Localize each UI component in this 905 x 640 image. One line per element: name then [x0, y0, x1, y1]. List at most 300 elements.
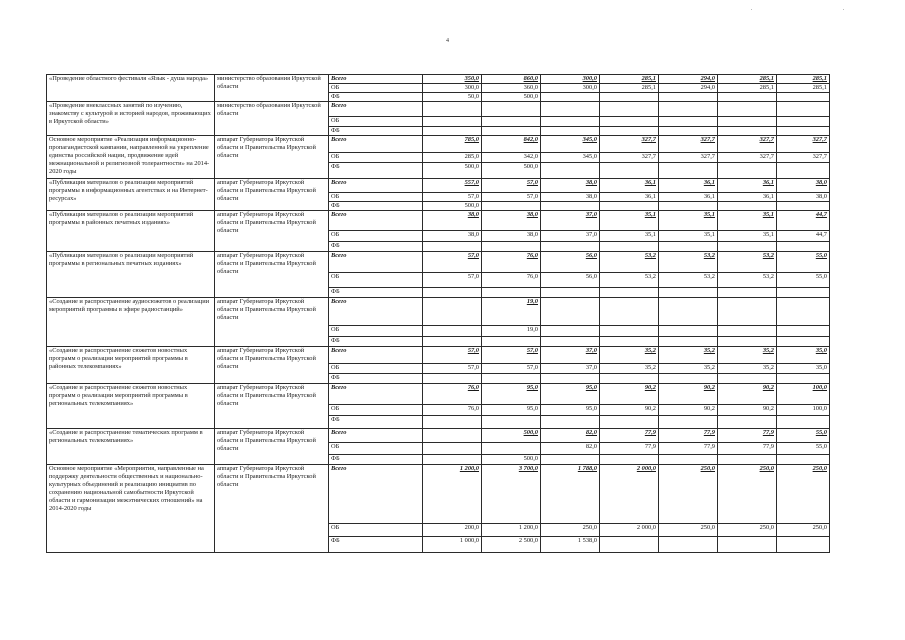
amount-cell: 55,0	[777, 443, 830, 455]
amount-cell: 38,0	[482, 231, 541, 242]
amount-cell: 53,2	[718, 252, 777, 273]
amount-cell	[659, 202, 718, 211]
amount-cell	[777, 326, 830, 337]
amount-cell	[777, 288, 830, 298]
amount-cell: 36,1	[718, 179, 777, 193]
amount-cell	[659, 102, 718, 117]
funding-source-cell: Всего	[329, 179, 423, 193]
funding-source-cell: ФБ	[329, 537, 423, 553]
amount-cell: 35,2	[718, 364, 777, 374]
amount-cell: 500,0	[482, 163, 541, 179]
amount-cell: 90,2	[718, 384, 777, 405]
amount-cell	[718, 374, 777, 384]
activity-description: «Создание и распространение сюжетов новостных программ о реализации мероприятий программы в региональных телекомпаниях»	[47, 384, 215, 429]
amount-cell: 56,0	[541, 273, 600, 288]
amount-cell	[777, 537, 830, 553]
amount-cell: 38,0	[541, 179, 600, 193]
funding-source-cell: Всего	[329, 384, 423, 405]
amount-cell	[659, 288, 718, 298]
scan-speck	[843, 9, 844, 10]
table-row	[47, 102, 830, 117]
amount-cell: 90,2	[659, 384, 718, 405]
amount-cell: 37,0	[541, 231, 600, 242]
funding-source-cell: Всего	[329, 429, 423, 443]
amount-cell: 250,0	[659, 465, 718, 524]
amount-cell: 500,0	[482, 429, 541, 443]
amount-cell: 285,0	[423, 153, 482, 163]
amount-cell	[541, 288, 600, 298]
amount-cell: 57,0	[423, 347, 482, 364]
amount-cell: 345,0	[541, 153, 600, 163]
funding-source-cell: ОБ	[329, 326, 423, 337]
activity-description: «Публикация материалов о реализации мероприятий программы в региональных печатных изданиях»	[47, 252, 215, 298]
amount-cell: 38,0	[777, 193, 830, 202]
amount-cell: 57,0	[423, 252, 482, 273]
amount-cell	[777, 117, 830, 127]
amount-cell: 57,0	[482, 193, 541, 202]
amount-cell: 35,2	[659, 347, 718, 364]
amount-cell: 53,2	[600, 273, 659, 288]
amount-cell	[600, 93, 659, 102]
amount-cell	[482, 242, 541, 252]
amount-cell	[423, 117, 482, 127]
amount-cell	[423, 298, 482, 326]
amount-cell: 77,9	[600, 443, 659, 455]
amount-cell: 500,0	[482, 93, 541, 102]
amount-cell: 38,0	[423, 231, 482, 242]
amount-cell	[659, 163, 718, 179]
amount-cell	[541, 298, 600, 326]
amount-cell: 55,0	[777, 252, 830, 273]
funding-source-cell: ФБ	[329, 202, 423, 211]
amount-cell: 785,0	[423, 136, 482, 153]
amount-cell: 1 788,0	[541, 465, 600, 524]
amount-cell: 57,0	[482, 364, 541, 374]
executor-cell: аппарат Губернатора Иркутской области и Правительства Иркутской области	[215, 465, 329, 553]
amount-cell: 285,1	[777, 75, 830, 84]
amount-cell: 100,0	[777, 405, 830, 416]
amount-cell	[777, 242, 830, 252]
amount-cell	[600, 242, 659, 252]
amount-cell: 360,0	[482, 84, 541, 93]
amount-cell: 77,9	[718, 443, 777, 455]
funding-source-cell: Всего	[329, 211, 423, 231]
amount-cell	[482, 337, 541, 347]
amount-cell: 36,1	[600, 193, 659, 202]
amount-cell	[600, 163, 659, 179]
funding-source-cell: ФБ	[329, 127, 423, 136]
amount-cell: 500,0	[482, 455, 541, 465]
funding-source-cell: ФБ	[329, 242, 423, 252]
amount-cell: 250,0	[718, 524, 777, 537]
amount-cell: 250,0	[777, 465, 830, 524]
funding-source-cell: ОБ	[329, 524, 423, 537]
amount-cell	[423, 455, 482, 465]
amount-cell	[718, 337, 777, 347]
amount-cell: 36,1	[659, 179, 718, 193]
amount-cell	[600, 127, 659, 136]
executor-cell: аппарат Губернатора Иркутской области и Правительства Иркутской области	[215, 252, 329, 298]
funding-source-cell: ОБ	[329, 405, 423, 416]
amount-cell: 327,7	[718, 136, 777, 153]
amount-cell	[541, 455, 600, 465]
amount-cell: 300,0	[541, 84, 600, 93]
funding-source-cell: ФБ	[329, 455, 423, 465]
amount-cell: 285,1	[718, 75, 777, 84]
amount-cell: 35,2	[600, 347, 659, 364]
amount-cell	[718, 117, 777, 127]
amount-cell	[423, 102, 482, 117]
amount-cell	[718, 202, 777, 211]
funding-source-cell: Всего	[329, 252, 423, 273]
amount-cell: 250,0	[541, 524, 600, 537]
amount-cell	[423, 127, 482, 136]
executor-cell: аппарат Губернатора Иркутской области и Правительства Иркутской области	[215, 211, 329, 252]
amount-cell	[718, 537, 777, 553]
amount-cell: 76,0	[482, 273, 541, 288]
amount-cell	[482, 127, 541, 136]
amount-cell: 1 200,0	[482, 524, 541, 537]
amount-cell	[423, 443, 482, 455]
executor-cell: аппарат Губернатора Иркутской области и Правительства Иркутской области	[215, 136, 329, 179]
amount-cell: 44,7	[777, 211, 830, 231]
amount-cell	[718, 102, 777, 117]
amount-cell	[718, 288, 777, 298]
funding-source-cell: ОБ	[329, 117, 423, 127]
activity-description: «Создание и распространение сюжетов новостных программ о реализации мероприятий программы в районных телекомпаниях»	[47, 347, 215, 384]
executor-cell: министерство образования Иркутской области	[215, 102, 329, 136]
amount-cell	[777, 102, 830, 117]
amount-cell	[718, 242, 777, 252]
executor-cell: аппарат Губернатора Иркутской области и Правительства Иркутской области	[215, 347, 329, 384]
amount-cell	[600, 455, 659, 465]
funding-source-cell: Всего	[329, 347, 423, 364]
amount-cell: 327,7	[777, 136, 830, 153]
executor-cell: министерство образования Иркутской области	[215, 75, 329, 102]
amount-cell	[423, 288, 482, 298]
amount-cell	[777, 163, 830, 179]
amount-cell: 1 000,0	[423, 537, 482, 553]
amount-cell	[423, 326, 482, 337]
amount-cell	[777, 455, 830, 465]
amount-cell: 57,0	[482, 179, 541, 193]
amount-cell: 90,2	[600, 384, 659, 405]
amount-cell	[659, 326, 718, 337]
table-row	[47, 384, 830, 405]
amount-cell: 35,0	[777, 364, 830, 374]
amount-cell	[600, 374, 659, 384]
amount-cell: 38,0	[423, 211, 482, 231]
amount-cell: 3 700,0	[482, 465, 541, 524]
amount-cell: 294,0	[659, 84, 718, 93]
executor-cell: аппарат Губернатора Иркутской области и Правительства Иркутской области	[215, 298, 329, 347]
amount-cell	[659, 416, 718, 429]
funding-source-cell: ОБ	[329, 364, 423, 374]
table-row	[47, 252, 830, 273]
amount-cell	[718, 326, 777, 337]
amount-cell: 285,1	[718, 84, 777, 93]
funding-source-cell: Всего	[329, 75, 423, 84]
amount-cell	[541, 93, 600, 102]
amount-cell: 350,0	[423, 75, 482, 84]
amount-cell	[482, 374, 541, 384]
amount-cell: 82,0	[541, 429, 600, 443]
amount-cell: 19,0	[482, 298, 541, 326]
scan-speck	[751, 9, 752, 10]
amount-cell	[482, 102, 541, 117]
amount-cell: 57,0	[423, 364, 482, 374]
amount-cell: 327,7	[600, 153, 659, 163]
amount-cell: 2 500,0	[482, 537, 541, 553]
amount-cell: 250,0	[659, 524, 718, 537]
amount-cell: 327,7	[659, 153, 718, 163]
amount-cell: 557,0	[423, 179, 482, 193]
table-row	[47, 465, 830, 524]
amount-cell: 53,2	[600, 252, 659, 273]
amount-cell	[718, 298, 777, 326]
amount-cell: 300,0	[541, 75, 600, 84]
amount-cell	[777, 416, 830, 429]
amount-cell: 327,7	[777, 153, 830, 163]
funding-source-cell: Всего	[329, 102, 423, 117]
amount-cell: 77,9	[718, 429, 777, 443]
amount-cell: 35,2	[718, 347, 777, 364]
amount-cell	[600, 416, 659, 429]
amount-cell: 100,0	[777, 384, 830, 405]
amount-cell: 36,1	[600, 179, 659, 193]
amount-cell: 38,0	[541, 193, 600, 202]
amount-cell	[423, 374, 482, 384]
amount-cell	[718, 455, 777, 465]
amount-cell: 250,0	[718, 465, 777, 524]
funding-source-cell: ФБ	[329, 374, 423, 384]
amount-cell: 90,2	[718, 405, 777, 416]
table-row	[47, 298, 830, 326]
executor-cell: аппарат Губернатора Иркутской области и Правительства Иркутской области	[215, 429, 329, 465]
amount-cell	[600, 102, 659, 117]
funding-source-cell: ФБ	[329, 163, 423, 179]
activity-description: Основное мероприятие «Реализация информационно-пропагандистской кампании, направленной на укрепление единства российской нации, продвижение идей межнациональной и религиозной толерантности» на 2014-2020 годы	[47, 136, 215, 179]
amount-cell: 57,0	[423, 193, 482, 202]
activity-description: «Публикация материалов о реализации мероприятий программы в районных печатных изданиях»	[47, 211, 215, 252]
amount-cell	[777, 337, 830, 347]
amount-cell	[541, 102, 600, 117]
amount-cell: 19,0	[482, 326, 541, 337]
amount-cell: 300,0	[423, 84, 482, 93]
executor-cell: аппарат Губернатора Иркутской области и Правительства Иркутской области	[215, 384, 329, 429]
amount-cell: 38,0	[482, 211, 541, 231]
amount-cell: 250,0	[777, 524, 830, 537]
table-row	[47, 75, 830, 84]
amount-cell: 2 000,0	[600, 524, 659, 537]
funding-source-cell: ФБ	[329, 93, 423, 102]
funding-source-cell: ОБ	[329, 273, 423, 288]
amount-cell	[423, 416, 482, 429]
amount-cell	[718, 93, 777, 102]
funding-source-cell: ОБ	[329, 443, 423, 455]
amount-cell	[600, 337, 659, 347]
amount-cell: 53,2	[718, 273, 777, 288]
table-row	[47, 429, 830, 443]
amount-cell: 285,1	[600, 75, 659, 84]
amount-cell: 76,0	[482, 252, 541, 273]
activity-description: «Проведение внеклассных занятий по изучению, знакомству с культурой и историей народов, проживающих в Иркутской области»	[47, 102, 215, 136]
amount-cell	[659, 93, 718, 102]
amount-cell: 77,9	[659, 443, 718, 455]
amount-cell	[482, 443, 541, 455]
table-row	[47, 347, 830, 364]
amount-cell: 53,2	[659, 273, 718, 288]
budget-table	[46, 74, 830, 553]
amount-cell: 57,0	[482, 347, 541, 364]
amount-cell	[659, 242, 718, 252]
amount-cell: 860,0	[482, 75, 541, 84]
amount-cell: 342,0	[482, 153, 541, 163]
amount-cell: 95,0	[541, 384, 600, 405]
page-number: 4	[446, 38, 449, 44]
amount-cell	[777, 202, 830, 211]
activity-description: «Создание и распространение аудиосюжетов о реализации мероприятий программы в эфире радиостанций»	[47, 298, 215, 347]
amount-cell: 35,2	[600, 364, 659, 374]
amount-cell: 56,0	[541, 252, 600, 273]
amount-cell	[600, 326, 659, 337]
amount-cell	[541, 127, 600, 136]
amount-cell: 500,0	[423, 202, 482, 211]
amount-cell	[541, 374, 600, 384]
amount-cell	[541, 163, 600, 179]
amount-cell	[659, 117, 718, 127]
amount-cell: 500,0	[423, 163, 482, 179]
funding-source-cell: ОБ	[329, 153, 423, 163]
amount-cell	[541, 202, 600, 211]
amount-cell	[541, 326, 600, 337]
activity-description: «Создание и распространение тематических программ в региональных телекомпаниях»	[47, 429, 215, 465]
funding-source-cell: ОБ	[329, 231, 423, 242]
amount-cell	[541, 242, 600, 252]
amount-cell	[482, 202, 541, 211]
amount-cell: 37,0	[541, 364, 600, 374]
amount-cell: 53,2	[659, 252, 718, 273]
funding-source-cell: ФБ	[329, 416, 423, 429]
amount-cell	[600, 202, 659, 211]
amount-cell: 36,1	[659, 193, 718, 202]
amount-cell: 50,0	[423, 93, 482, 102]
funding-source-cell: ФБ	[329, 337, 423, 347]
amount-cell: 90,2	[600, 405, 659, 416]
amount-cell	[718, 163, 777, 179]
amount-cell: 82,0	[541, 443, 600, 455]
activity-description: «Публикация материалов о реализации мероприятий программы в информационных агентствах и на Интернет-ресурсах»	[47, 179, 215, 211]
amount-cell: 35,2	[659, 364, 718, 374]
amount-cell: 76,0	[423, 405, 482, 416]
amount-cell: 36,1	[718, 193, 777, 202]
amount-cell: 294,0	[659, 75, 718, 84]
amount-cell	[659, 337, 718, 347]
amount-cell: 35,1	[600, 231, 659, 242]
amount-cell	[777, 93, 830, 102]
amount-cell	[600, 298, 659, 326]
amount-cell: 57,0	[423, 273, 482, 288]
amount-cell	[482, 416, 541, 429]
amount-cell	[541, 337, 600, 347]
amount-cell: 95,0	[482, 405, 541, 416]
funding-source-cell: ОБ	[329, 193, 423, 202]
amount-cell: 37,0	[541, 347, 600, 364]
amount-cell: 345,0	[541, 136, 600, 153]
amount-cell: 76,0	[423, 384, 482, 405]
amount-cell: 1 200,0	[423, 465, 482, 524]
amount-cell: 285,1	[600, 84, 659, 93]
amount-cell: 35,1	[659, 231, 718, 242]
amount-cell	[600, 288, 659, 298]
funding-source-cell: ОБ	[329, 84, 423, 93]
amount-cell: 38,0	[777, 179, 830, 193]
amount-cell: 2 000,0	[600, 465, 659, 524]
funding-source-cell: Всего	[329, 298, 423, 326]
amount-cell: 1 538,0	[541, 537, 600, 553]
amount-cell: 77,9	[600, 429, 659, 443]
activity-description: Основное мероприятие «Мероприятия, направленные на поддержку деятельности общественных и национально-культурных объединений и реализацию инициатив по сохранению национальной самобытности Иркутской области и гармонизации межэтнических отношений» на 2014-2020 годы	[47, 465, 215, 553]
executor-cell: аппарат Губернатора Иркутской области и Правительства Иркутской области	[215, 179, 329, 211]
amount-cell	[541, 416, 600, 429]
funding-source-cell: Всего	[329, 136, 423, 153]
funding-source-cell: Всего	[329, 465, 423, 524]
amount-cell: 90,2	[659, 405, 718, 416]
amount-cell: 35,1	[718, 211, 777, 231]
amount-cell	[423, 242, 482, 252]
amount-cell	[600, 537, 659, 553]
amount-cell	[777, 298, 830, 326]
amount-cell	[600, 117, 659, 127]
amount-cell: 55,0	[777, 429, 830, 443]
funding-source-cell: ФБ	[329, 288, 423, 298]
amount-cell	[659, 537, 718, 553]
amount-cell	[659, 374, 718, 384]
amount-cell: 55,0	[777, 273, 830, 288]
amount-cell	[482, 288, 541, 298]
table-row	[47, 136, 830, 153]
amount-cell: 35,1	[659, 211, 718, 231]
amount-cell: 44,7	[777, 231, 830, 242]
amount-cell: 327,7	[659, 136, 718, 153]
amount-cell	[659, 298, 718, 326]
amount-cell	[718, 127, 777, 136]
amount-cell	[659, 455, 718, 465]
amount-cell	[482, 117, 541, 127]
table-row	[47, 211, 830, 231]
amount-cell: 35,0	[777, 347, 830, 364]
amount-cell	[423, 429, 482, 443]
amount-cell: 200,0	[423, 524, 482, 537]
table-row	[47, 179, 830, 193]
amount-cell: 327,7	[718, 153, 777, 163]
amount-cell	[541, 117, 600, 127]
amount-cell: 95,0	[482, 384, 541, 405]
amount-cell	[659, 127, 718, 136]
amount-cell	[423, 337, 482, 347]
amount-cell: 35,1	[600, 211, 659, 231]
amount-cell: 327,7	[600, 136, 659, 153]
activity-description: «Проведение областного фестиваля «Язык - душа народа»	[47, 75, 215, 102]
amount-cell	[718, 416, 777, 429]
amount-cell	[777, 374, 830, 384]
amount-cell: 842,0	[482, 136, 541, 153]
amount-cell: 285,1	[777, 84, 830, 93]
amount-cell	[777, 127, 830, 136]
amount-cell: 37,0	[541, 211, 600, 231]
amount-cell: 35,1	[718, 231, 777, 242]
amount-cell: 95,0	[541, 405, 600, 416]
